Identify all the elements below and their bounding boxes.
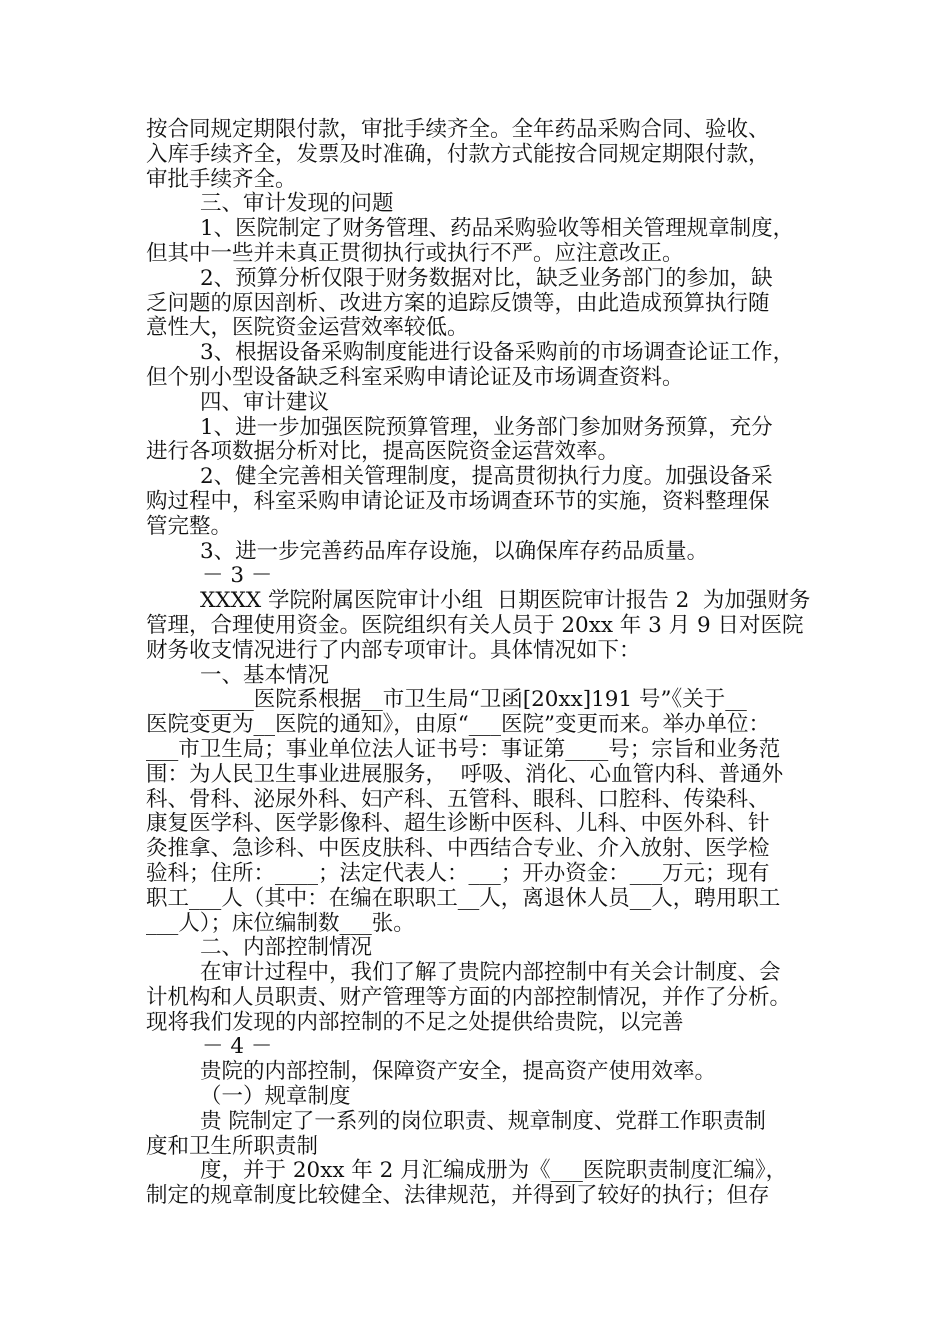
text-line: _____医院系根据__市卫生局“卫函[20xx]191 号”《关于__ [200, 687, 747, 713]
page-number: － 3 － [202, 563, 273, 589]
text-line: 3、根据设备采购制度能进行设备采购前的市场调查论证工作， [200, 340, 795, 366]
text-line: 3、进一步完善药品库存设施，以确保库存药品质量。 [200, 538, 709, 564]
text-line: 度，并于 20xx 年 2 月汇编成册为《___医院职责制度汇编》， [200, 1158, 788, 1184]
section-heading: 一、基本情况 [200, 662, 330, 688]
text-line: 现将我们发现的内部控制的不足之处提供给贵院，以完善 [146, 1009, 684, 1035]
text-line: 但个别小型设备缺乏科室采购申请论证及市场调查资料。 [146, 364, 684, 390]
page-number: － 4 － [202, 1034, 273, 1060]
document-page [146, 118, 846, 1209]
text-line: 乏问题的原因剖析、改进方案的追踪反馈等，由此造成预算执行随 [146, 290, 770, 316]
section-heading: （一）规章制度 [200, 1084, 351, 1110]
text-line: 1、医院制定了财务管理、药品采购验收等相关管理规章制度， [200, 216, 795, 242]
text-line: ___人）；床位编制数___张。 [146, 910, 415, 936]
text-line: 制定的规章制度比较健全、法律规范，并得到了较好的执行；但存 [146, 1183, 770, 1209]
text-line: 管完整。 [146, 513, 233, 539]
text-line: 购过程中，科室采购申请论证及市场调查环节的实施，资料整理保 [146, 488, 770, 514]
text-line: 职工___人（其中：在编在职职工__人，离退休人员__人，聘用职工 [146, 885, 781, 911]
text-line: 2、预算分析仅限于财务数据对比，缺乏业务部门的参加，缺 [200, 265, 773, 291]
text-line: 意性大，医院资金运营效率较低。 [146, 315, 469, 341]
text-line: 1、进一步加强医院预算管理，业务部门参加财务预算，充分 [200, 414, 773, 440]
text-line: 医院变更为__医院的通知》，由原“___医院”变更而来。举办单位： [146, 712, 770, 738]
text-line: 科、骨科、泌尿外科、妇产科、五管科、眼科、口腔科、传染科、 [146, 786, 770, 812]
section-heading: 二、内部控制情况 [200, 935, 373, 961]
text-line: 管理，合理使用资金。医院组织有关人员于 20xx 年 3 月 9 日对医院 [146, 612, 804, 638]
text-line: 验科；住所：____；法定代表人：___；开办资金：___万元；现有 [146, 860, 770, 886]
text-line: 度和卫生所职责制 [146, 1133, 319, 1159]
text-line: 但其中一些并未真正贯彻执行或执行不严。应注意改正。 [146, 240, 684, 266]
text-line: 贵院的内部控制，保障资产安全，提高资产使用效率。 [200, 1059, 717, 1085]
text-line: 康复医学科、医学影像科、超生诊断中医科、儿科、中医外科、针 [146, 811, 770, 837]
text-line: 计机构和人员职责、财产管理等方面的内部控制情况，并作了分析。 [146, 984, 792, 1010]
text-line: 贵 院制定了一系列的岗位职责、规章制度、党群工作职责制 [200, 1108, 766, 1134]
text-line: 审批手续齐全。 [146, 166, 297, 192]
text-line: 按合同规定期限付款，审批手续齐全。全年药品采购合同、验收、 [146, 117, 770, 142]
text-line: 围：为人民卫生事业进展服务， 呼吸、消化、心血管内科、普通外 [146, 761, 784, 787]
text-line: 进行各项数据分析对比，提高医院资金运营效率。 [146, 439, 620, 465]
text-line: 灸推拿、急诊科、中医皮肤科、中西结合专业、介入放射、医学检 [146, 836, 770, 862]
text-line: 在审计过程中，我们了解了贵院内部控制中有关会计制度、会 [200, 960, 781, 986]
section-heading: 四、审计建议 [200, 389, 330, 415]
section-heading: 三、审计发现的问题 [200, 191, 394, 217]
text-line: 入库手续齐全，发票及时准确，付款方式能按合同规定期限付款， [146, 141, 770, 167]
text-line: ___市卫生局；事业单位法人证书号：事证第____号；宗旨和业务范 [146, 736, 781, 762]
text-line: XXXX 学院附属医院审计小组 日期医院审计报告 2 为加强财务 [200, 588, 811, 614]
text-line: 财务收支情况进行了内部专项审计。具体情况如下： [146, 637, 641, 663]
text-line: 2、健全完善相关管理制度，提高贯彻执行力度。加强设备采 [200, 464, 773, 490]
